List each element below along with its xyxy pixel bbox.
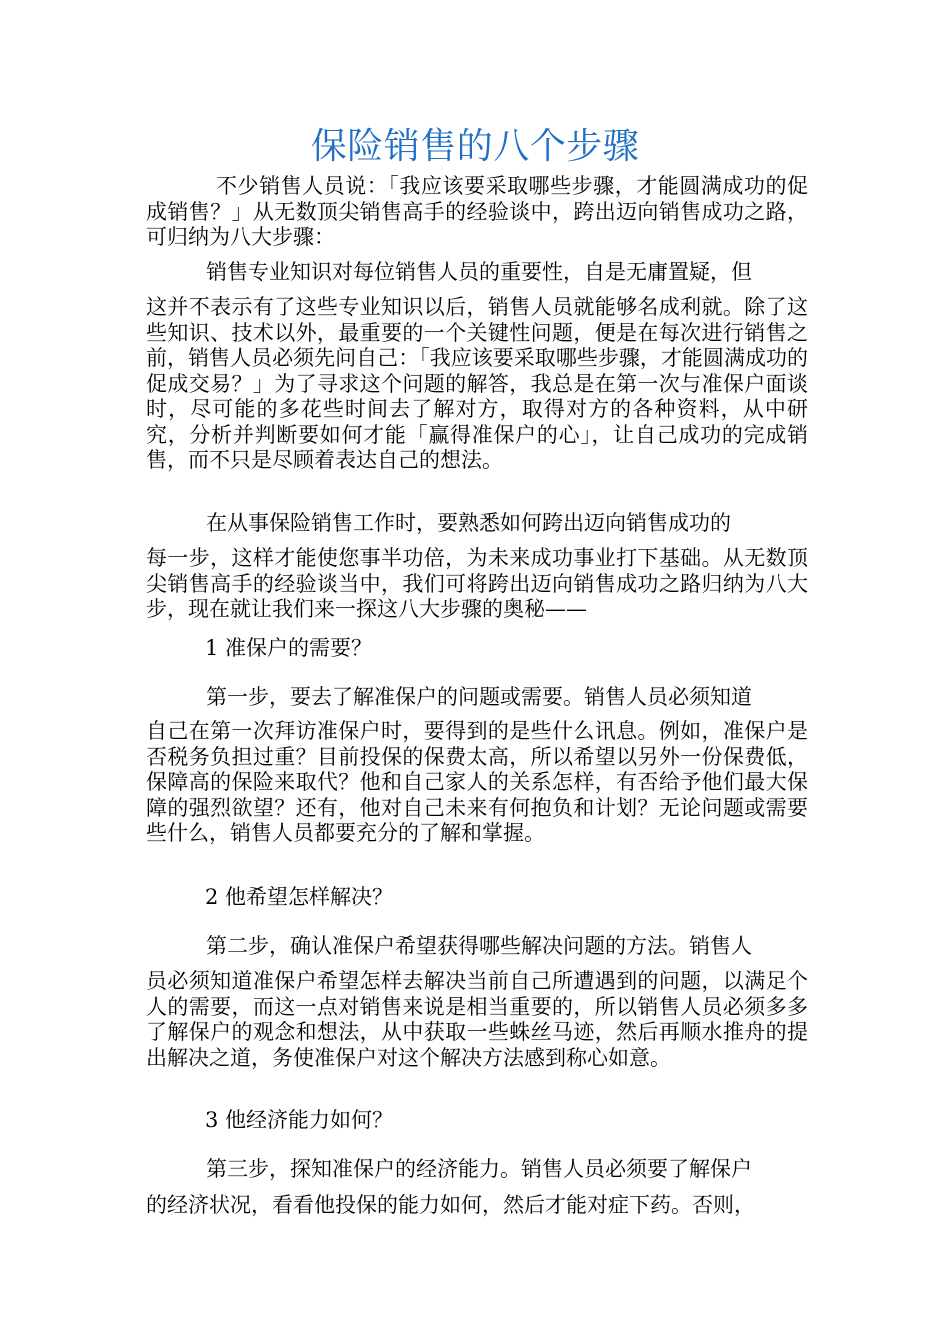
step-1-heading: 1 准保户的需要？ <box>205 636 373 660</box>
step-3-first-line: 第三步，探知准保户的经济能力。销售人员必须要了解保户 <box>206 1157 752 1181</box>
paragraph-2-first-line: 在从事保险销售工作时，要熟悉如何跨出迈向销售成功的 <box>206 511 731 535</box>
step-3-heading: 3 他经济能力如何？ <box>205 1108 394 1132</box>
step-1-body: 自己在第一次拜访准保户时，要得到的是些什么讯息。例如，准保户是否税务负担过重？目前投保的保费太高，所以希望以另外一份保费低，保障高的保险来取代？他和自己家人的关系怎样，有否给予他们最大保障的强烈欲望？还有，他对自己未来有何抱负和计划？无论问题或需要些什么，销售人员都要充分的了解和掌握。 <box>146 719 808 845</box>
step-2-heading: 2 他希望怎样解决？ <box>205 885 394 909</box>
step-2-body: 员必须知道准保户希望怎样去解决当前自己所遭遇到的问题，以满足个人的需要，而这一点对销售来说是相当重要的，所以销售人员必须多多了解保户的观念和想法，从中获取一些蛛丝马迹，然后再顺水推舟的提出解决之道，务使准保户对这个解决方法感到称心如意。 <box>146 969 808 1070</box>
step-3-body: 的经济状况，看看他投保的能力如何，然后才能对症下药。否则， <box>146 1193 755 1217</box>
paragraph-1-body: 这并不表示有了这些专业知识以后，销售人员就能够名成利就。除了这些知识、技术以外，最重要的一个关键性问题，便是在每次进行销售之前，销售人员必须先问自己：「我应该要采取哪些步骤，才能圆满成功的促成交易？」为了寻求这个问题的解答，我总是在第一次与准保户面谈时，尽可能的多花些时间去了解对方，取得对方的各种资料，从中研究，分析并判断要如何才能「赢得准保户的心」，让自己成功的完成销售，而不只是尽顾着表达自己的想法。 <box>146 295 808 472</box>
document-title: 保险销售的八个步骤 <box>310 126 640 167</box>
paragraph-2-body: 每一步，这样才能使您事半功倍，为未来成功事业打下基础。从无数顶尖销售高手的经验谈当中，我们可将跨出迈向销售成功之路归纳为八大步，现在就让我们来一探这八大步骤的奥秘—— <box>146 546 808 621</box>
step-2-first-line: 第二步，确认准保户希望获得哪些解决问题的方法。销售人 <box>206 934 752 958</box>
step-1-first-line: 第一步，要去了解准保户的问题或需要。销售人员必须知道 <box>206 685 752 709</box>
paragraph-1-first-line: 销售专业知识对每位销售人员的重要性，自是无庸置疑，但 <box>206 260 752 284</box>
intro-paragraph: 不少销售人员说：「我应该要采取哪些步骤，才能圆满成功的促成销售？」从无数顶尖销售高手的经验谈中，跨出迈向销售成功之路，可归纳为八大步骤： <box>146 174 808 249</box>
